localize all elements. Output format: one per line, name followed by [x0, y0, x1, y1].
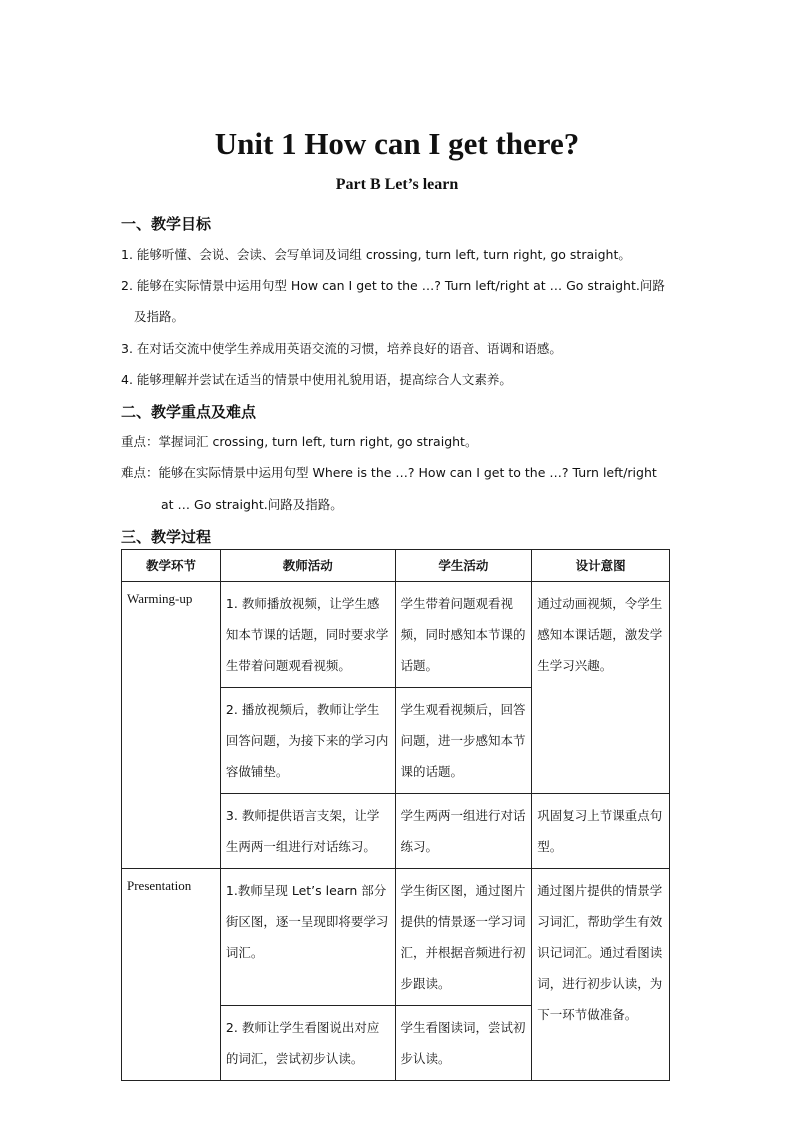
teaching-process-table [121, 549, 670, 1081]
student-activity: 学生观看视频后，回答问题，进一步感知本节课的话题。 [395, 688, 532, 794]
table-row [122, 582, 670, 688]
header-design: 设计意图 [532, 550, 670, 582]
section-heading-objectives: 一、教学目标 [121, 215, 212, 233]
header-stage: 教学环节 [122, 550, 221, 582]
student-activity: 学生街区图，通过图片提供的情景逐一学习词汇，并根据音频进行初步跟读。 [395, 869, 532, 1006]
section-heading-key-points: 二、教学重点及难点 [121, 403, 257, 421]
teacher-activity: 1. 教师播放视频，让学生感知本节课的话题，同时要求学生带着问题观看视频。 [220, 582, 395, 688]
difficult-point-continued: at … Go straight.问路及指路。 [161, 497, 343, 512]
difficult-point: 难点：能够在实际情景中运用句型 Where is the …? How can I get to the …? Turn left/right [121, 465, 657, 480]
stage-warming-up: Warming-up [122, 582, 221, 869]
student-activity: 学生带着问题观看视频，同时感知本节课的话题。 [395, 582, 532, 688]
design-intent: 巩固复习上节课重点句型。 [532, 794, 670, 869]
objective-item: 4. 能够理解并尝试在适当的情景中使用礼貌用语，提高综合人文素养。 [121, 372, 512, 387]
objective-item-continued: 及指路。 [134, 309, 185, 324]
teacher-activity: 3. 教师提供语言支架，让学生两两一组进行对话练习。 [220, 794, 395, 869]
teacher-activity: 2. 教师让学生看图说出对应的词汇，尝试初步认读。 [220, 1006, 395, 1081]
page-title: Unit 1 How can I get there? [214, 126, 580, 161]
student-activity: 学生看图读词，尝试初步认读。 [395, 1006, 532, 1081]
page-subtitle: Part B Let’s learn [335, 176, 459, 193]
table-header-row [122, 550, 670, 582]
stage-presentation: Presentation [122, 869, 221, 1081]
table-row [122, 869, 670, 1006]
header-teacher: 教师活动 [220, 550, 395, 582]
objective-item: 1. 能够听懂、会说、会读、会写单词及词组 crossing, turn left, turn right, go straight。 [121, 247, 631, 262]
design-intent: 通过图片提供的情景学习词汇，帮助学生有效识记词汇。通过看图读词，进行初步认读，为下一环节做准备。 [532, 869, 670, 1081]
student-activity: 学生两两一组进行对话练习。 [395, 794, 532, 869]
design-intent: 通过动画视频，令学生感知本课话题，激发学生学习兴趣。 [532, 582, 670, 794]
section-heading-process: 三、教学过程 [121, 528, 212, 546]
teacher-activity: 1.教师呈现 Let’s learn 部分街区图，逐一呈现即将要学习词汇。 [220, 869, 395, 1006]
teacher-activity: 2. 播放视频后，教师让学生回答问题，为接下来的学习内容做铺垫。 [220, 688, 395, 794]
objective-item: 2. 能够在实际情景中运用句型 How can I get to the …? Turn left/right at … Go straight.问路 [121, 278, 665, 293]
objective-item: 3. 在对话交流中使学生养成用英语交流的习惯，培养良好的语音、语调和语感。 [121, 341, 562, 356]
header-student: 学生活动 [395, 550, 532, 582]
key-point: 重点：掌握词汇 crossing, turn left, turn right, go straight。 [121, 434, 478, 449]
